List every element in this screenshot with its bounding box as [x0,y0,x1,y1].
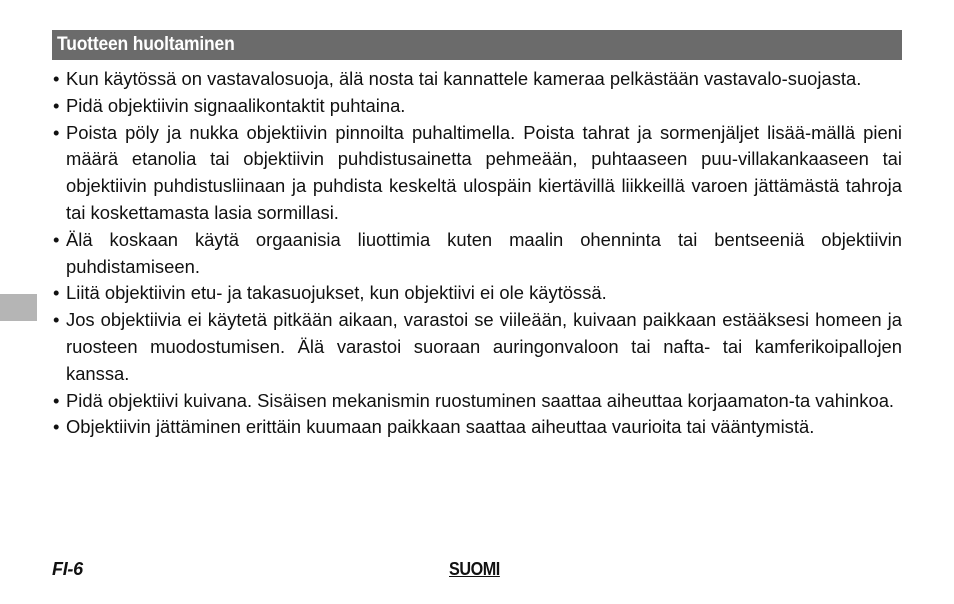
bullet-icon: • [53,228,60,250]
bullet-icon: • [53,389,60,411]
list-item [50,307,902,387]
bullet-icon: • [53,121,60,143]
list-item-text: Poista pöly ja nukka objektiivin pinnoilta puhaltimella. Poista tahrat ja sormenjäljet lisää-mällä pieni määrä etanolia tai objektiivin puhdistusainetta pehmeään, puhtaaseen puu-villakankaaseen tai objektiivin puhdistusliinaan ja puhdista keskeltä ulospäin kiertävillä liikkeillä varoen jättämästä tahroja tai koskettamasta lasia sormillasi. [66,121,902,223]
list-item [50,120,902,227]
maintenance-list [50,66,902,441]
bullet-icon: • [53,94,60,116]
section-title: Tuotteen huoltaminen [57,34,235,55]
list-item [50,227,902,281]
list-item [50,66,902,93]
bullet-icon: • [53,282,60,304]
list-item-text: Kun käytössä on vastavalosuoja, älä nosta tai kannattele kameraa pelkästään vastavalo-suojasta. [66,68,862,89]
section-header [52,30,902,60]
bullet-icon: • [53,416,60,438]
list-item-text: Pidä objektiivin signaalikontaktit puhtaina. [66,94,406,116]
list-item [50,414,902,441]
page-number: FI-6 [52,559,83,579]
bullet-icon: • [53,309,60,331]
list-item [50,388,902,415]
list-item [50,280,902,307]
list-item-text: Liitä objektiivin etu- ja takasuojukset, kun objektiivi ei ole käytössä. [66,282,607,304]
list-item-text: Älä koskaan käytä orgaanisia liuottimia kuten maalin ohenninta tai bentseeniä objektiivin puhdistamiseen. [66,228,902,277]
chapter-tab-marker [0,294,37,321]
bullet-icon: • [53,68,60,89]
list-item-text: Jos objektiivia ei käytetä pitkään aikaan, varastoi se viileään, kuivaan paikkaan estääksesi homeen ja ruosteen muodostumisen. Älä varastoi suoraan auringonvaloon tai nafta- tai kamferikoipallojen kanssa. [66,309,902,384]
list-item-text: Pidä objektiivi kuivana. Sisäisen mekanismin ruostuminen saattaa aiheuttaa korjaamaton-ta vahinkoa. [66,389,895,411]
list-item-text: Objektiivin jättäminen erittäin kuumaan paikkaan saattaa aiheuttaa vaurioita tai vääntymistä. [66,416,815,438]
language-label: SUOMI [449,559,500,579]
list-item [50,93,902,120]
